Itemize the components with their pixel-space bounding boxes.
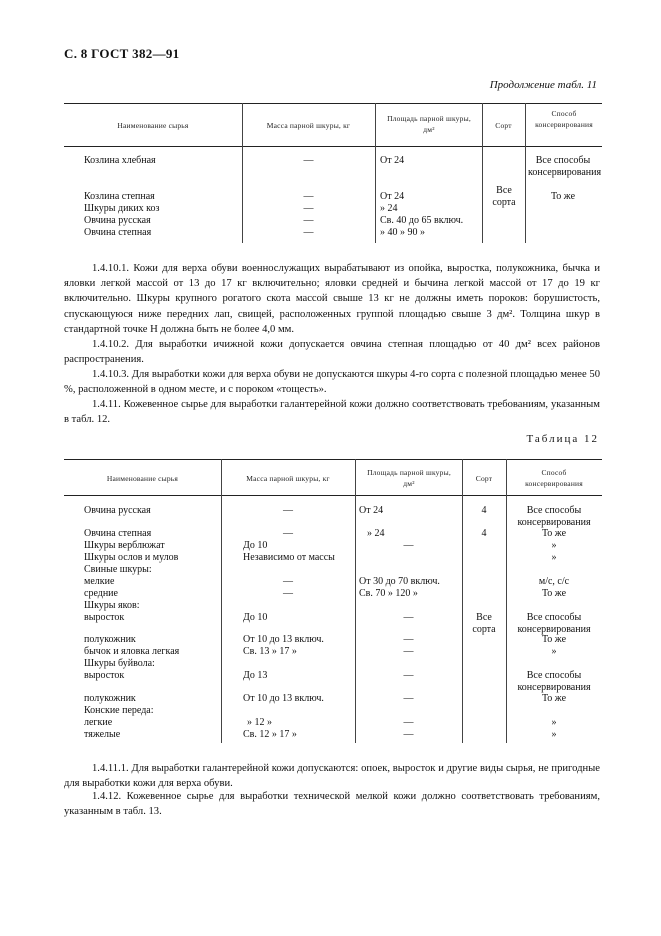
table-cell: Св. 40 до 65 включ. bbox=[380, 215, 464, 226]
table-cell: — bbox=[283, 588, 293, 599]
table-cell: бычок и яловка легкая bbox=[84, 646, 180, 657]
table-cell: — bbox=[283, 576, 293, 587]
table-cell: — bbox=[303, 191, 314, 202]
table-cell: От 30 до 70 включ. bbox=[359, 576, 440, 587]
column-divider bbox=[506, 459, 507, 743]
table-cell: — bbox=[403, 693, 414, 704]
table-cell: Конские переда: bbox=[84, 705, 154, 716]
header-mass: Масса парной шкуры, кг bbox=[246, 474, 330, 483]
table-cell: Все способы консервирования bbox=[528, 155, 602, 178]
header-grade: Сорт bbox=[475, 474, 493, 483]
header-name: Наименование сырья bbox=[117, 121, 189, 130]
table-cell: Шкуры ослов и мулов bbox=[84, 552, 179, 563]
table-cell: — bbox=[283, 528, 293, 539]
table-cell: » 12 » bbox=[247, 717, 272, 728]
paragraph-1-4-10-1: 1.4.10.1. Кожи для верха обуви военнослужащих вырабатывают из опойка, выростка, полукожника, бычка и яловки легкой массой от 13 до 17 кг включительно; яловки средней и бычина легкой массой от 17 до 19 кг включительно. Шкуры крупного рогатого скота массой свыше 13 кг не должны иметь пороков: борушистость, спускающуюся ниже передних лап, свищей, расположенных группой площадью свыше 3 дм². Толщина шкур в стандартной точке Н должна быть не более 4,0 мм. bbox=[64, 263, 600, 335]
table-cell: — bbox=[403, 612, 414, 623]
table-cell: — bbox=[403, 717, 414, 728]
table-cell: От 24 bbox=[380, 155, 405, 166]
table-cell: мелкие bbox=[84, 576, 115, 587]
table-cell: » 24 bbox=[380, 203, 398, 214]
table-cell: 4 bbox=[481, 505, 487, 516]
table-cell: Шкуры яков: bbox=[84, 600, 140, 611]
table-cell: полукожник bbox=[84, 634, 136, 645]
table-cell: Овчина русская bbox=[84, 505, 151, 516]
table-cell: » bbox=[551, 540, 557, 551]
table-cell: легкие bbox=[84, 717, 113, 728]
table-cell: Свиные шкуры: bbox=[84, 564, 152, 575]
table-cell: От 24 bbox=[380, 191, 405, 202]
column-divider bbox=[462, 459, 463, 743]
table-cell: — bbox=[403, 646, 414, 657]
paragraph-1-4-10-3: 1.4.10.3. Для выработки кожи для верха обуви не допускаются шкуры 4-го сорта с полезной площадью менее 50 %, расположенной в одном месте, и с пороком «тощесть». bbox=[64, 369, 600, 396]
table-cell: тяжелые bbox=[84, 729, 121, 740]
table-cell: » 24 bbox=[367, 528, 385, 539]
table-cell: До 10 bbox=[243, 612, 268, 623]
table-cell: — bbox=[283, 505, 293, 516]
table-cell: средние bbox=[84, 588, 118, 599]
header-area: Площадь парной шкуры, дм² bbox=[387, 114, 471, 134]
table-cell: — bbox=[303, 203, 314, 214]
table-cell: — bbox=[403, 729, 414, 740]
table-cell: — bbox=[303, 155, 314, 166]
table-cell: полукожник bbox=[84, 693, 136, 704]
table-cell: Овчина русская bbox=[84, 215, 151, 226]
table-cell: Шкуры диких коз bbox=[84, 203, 160, 214]
table-cell: То же bbox=[541, 528, 567, 539]
table-cell: » 40 » 90 » bbox=[380, 227, 425, 238]
paragraph-1-4-11-1: 1.4.11.1. Для выработки галантерейной кожи допускаются: опоек, выросток и другие виды сырья, не пригодные для выработки кожи для верха обуви. bbox=[64, 763, 600, 790]
column-divider bbox=[375, 103, 376, 243]
header-method: Способ консервирования bbox=[525, 468, 583, 488]
table-cell: То же bbox=[541, 693, 567, 704]
table-cell: выросток bbox=[84, 670, 125, 681]
table-cell: — bbox=[403, 670, 414, 681]
header-area: Площадь парной шкуры, дм² bbox=[367, 468, 451, 488]
table-cell: Козлина хлебная bbox=[84, 155, 156, 166]
table-cell: м/с, с/с bbox=[538, 576, 570, 587]
table-12-caption: Таблица 12 bbox=[526, 433, 599, 445]
table-header-rule bbox=[64, 146, 602, 147]
table-cell: Шкуры верблюжат bbox=[84, 540, 165, 551]
table-cell: Овчина степная bbox=[84, 528, 152, 539]
table-cell: Св. 70 » 120 » bbox=[359, 588, 418, 599]
table-cell: От 10 до 13 включ. bbox=[243, 693, 324, 704]
paragraph-1-4-10-2: 1.4.10.2. Для выработки ичижной кожи допускается овчина степная площадью от 40 дм² всех районов распространения. bbox=[64, 339, 600, 366]
table-cell: Все способы консервирования bbox=[517, 612, 591, 635]
table-cell: » bbox=[551, 552, 557, 563]
grade-note: Все сорта bbox=[492, 185, 516, 208]
table-header-rule bbox=[64, 495, 602, 496]
table-cell: 4 bbox=[481, 528, 487, 539]
table-cell: До 13 bbox=[243, 670, 268, 681]
header-method: Способ консервирования bbox=[535, 109, 593, 129]
table-cell: От 10 до 13 включ. bbox=[243, 634, 324, 645]
table-cell: выросток bbox=[84, 612, 125, 623]
column-divider bbox=[525, 103, 526, 243]
paragraph-1-4-12: 1.4.12. Кожевенное сырье для выработки технической мелкой кожи должно соответствовать требованиям, указанным в табл. 13. bbox=[64, 791, 600, 818]
table-cell: — bbox=[303, 227, 314, 238]
table-cell: — bbox=[303, 215, 314, 226]
table-cell: До 10 bbox=[243, 540, 268, 551]
table-cell: Шкуры буйвола: bbox=[84, 658, 155, 669]
table-cell: Св. 12 » 17 » bbox=[243, 729, 297, 740]
table-cell: Все способы консервирования bbox=[517, 670, 591, 693]
table-cell: Овчина степная bbox=[84, 227, 152, 238]
table-cell: От 24 bbox=[359, 505, 384, 516]
header-grade: Сорт bbox=[495, 121, 512, 130]
table-cell: » bbox=[551, 717, 557, 728]
table-cell: То же bbox=[541, 588, 567, 599]
table-top-rule bbox=[64, 459, 602, 460]
header-mass: Масса парной шкуры, кг bbox=[266, 121, 351, 130]
table-cell: » bbox=[551, 729, 557, 740]
table-top-rule bbox=[64, 103, 602, 104]
page-header: С. 8 ГОСТ 382—91 bbox=[64, 46, 180, 61]
table-cell: Все сорта bbox=[472, 612, 496, 635]
table-cell: Св. 13 » 17 » bbox=[243, 646, 297, 657]
table-cell: То же bbox=[550, 191, 576, 202]
table-cell: — bbox=[403, 634, 414, 645]
table-cell: » bbox=[551, 646, 557, 657]
table-cell: Все способы консервирования bbox=[517, 505, 591, 528]
header-name: Наименование сырья bbox=[106, 474, 179, 483]
table-cell: Козлина степная bbox=[84, 191, 155, 202]
table-cell: — bbox=[403, 540, 414, 551]
continuation-label: Продолжение табл. 11 bbox=[489, 79, 597, 91]
table-cell: То же bbox=[541, 634, 567, 645]
paragraph-1-4-11: 1.4.11. Кожевенное сырье для выработки галантерейной кожи должно соответствовать требованиям, указанным в табл. 12. bbox=[64, 399, 600, 426]
column-divider bbox=[221, 459, 222, 743]
table-cell: Независимо от массы bbox=[243, 552, 335, 563]
